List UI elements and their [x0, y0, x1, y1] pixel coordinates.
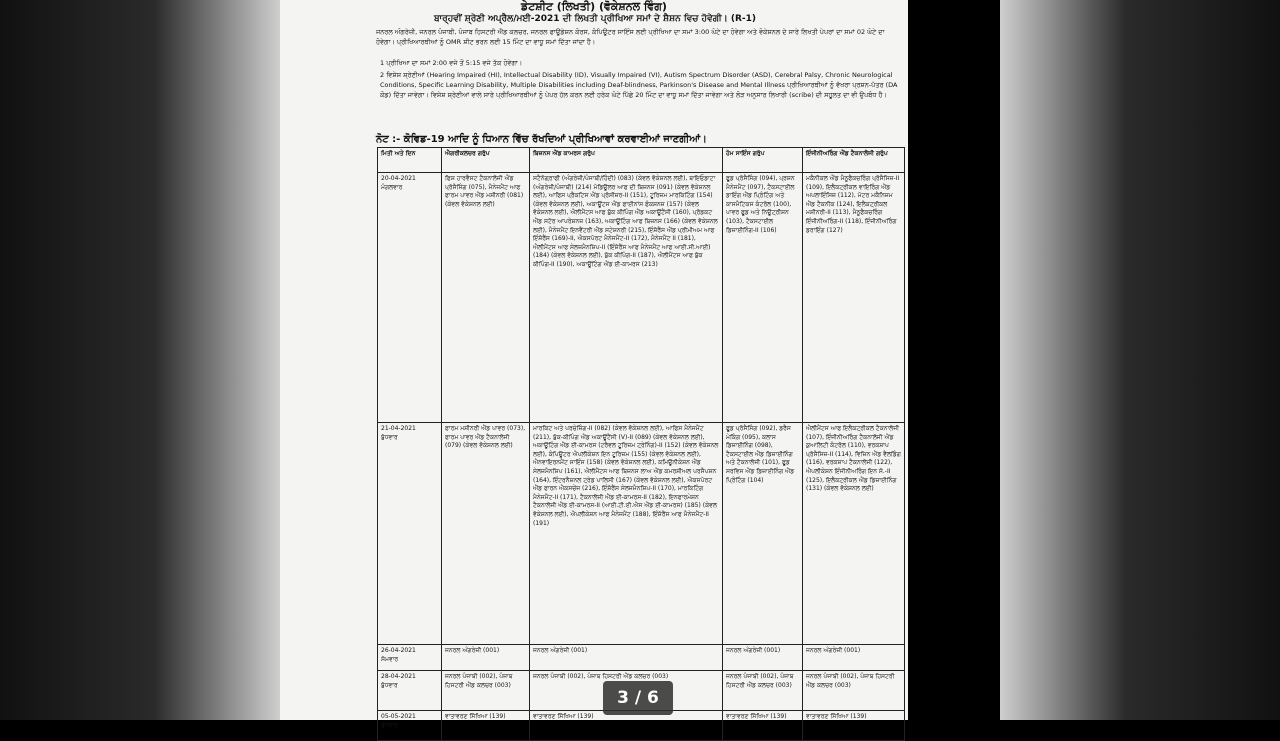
exam-day: ਬੁੱਧਵਾਰ	[381, 433, 398, 441]
date-cell	[378, 173, 442, 423]
business-cell: ਜਨਰਲ ਪੰਜਾਬੀ (002), ਪੰਜਾਬ ਹਿਸਟਰੀ ਐਂਡ ਕਲਚਰ (003)	[530, 671, 723, 711]
exam-day: ਬੁੱਧਵਾਰ	[381, 681, 398, 689]
agriculture-cell: ਫਿਸ਼ ਹਾਰਵੈਸਟ ਟੈਕਨਾਲੋਜੀ ਐਂਡ ਪ੍ਰੋਸੈਸਿੰਗ (075), ਮੈਨੇਜਮੈਂਟ ਆਫ ਫਾਰਮ ਪਾਵਰ ਐਂਡ ਮਸ਼ੀਨਰੀ (081) (ਕੇਵਲ ਵੋਕੇਸ਼ਨਲ ਲਈ)	[442, 173, 530, 423]
instruction-point-1: 1 ਪ੍ਰੀਖਿਆ ਦਾ ਸਮਾਂ 2:00 ਵਜੇ ਤੋਂ 5:15 ਵਜੇ ਤੱਕ ਹੋਵੇਗਾ।	[380, 59, 523, 67]
exam-date: 28-04-2021	[381, 673, 416, 680]
home-science-cell: ਜਨਰਲ ਅੰਗਰੇਜ਼ੀ (001)	[723, 645, 803, 671]
date-cell	[378, 645, 442, 671]
exam-date: 20-04-2021	[381, 175, 416, 182]
home-science-cell: ਜਨਰਲ ਪੰਜਾਬੀ (002), ਪੰਜਾਬ ਹਿਸਟਰੀ ਐਂਡ ਕਲਚਰ (003)	[723, 671, 803, 711]
home-science-cell: ਵਾਤਾਵਰਣ ਸਿੱਖਿਆ (139)	[723, 711, 803, 741]
datesheet-table	[377, 147, 905, 741]
table-row	[378, 711, 905, 741]
table-row	[378, 423, 905, 645]
exam-day: ਸੋਮਵਾਰ	[381, 655, 399, 663]
exam-day: ਮੰਗਲਵਾਰ	[381, 183, 403, 191]
exam-date: 26-04-2021	[381, 647, 416, 654]
agriculture-cell: ਜਨਰਲ ਅੰਗਰੇਜ਼ੀ (001)	[442, 645, 530, 671]
instruction-point-2: 2 ਵਿਸ਼ੇਸ਼ ਸ਼੍ਰੇਣੀਆਂ (Hearing Impaired (HI), Intellectual Disability (ID), Visually Impaired (VI), Autism Spectrum Disorder (ASD), Cerebral Palsy, Chronic Neurological Conditions, Specific Learning Disability, Multiple Disabilities including Deaf-blindness, Parkinson's Disease and Mental Illness ਪ੍ਰੀਖਿਆਰਥੀਆਂ ਨੂੰ ਵੱਖਰਾ ਪ੍ਰਸ਼ਨ-ਪੱਤਰ (DA ਕੋਡ) ਦਿੱਤਾ ਜਾਵੇਗਾ। ਵਿਸ਼ੇਸ਼ ਸ਼੍ਰੇਣੀਆਂ ਵਾਲੇ ਸਾਰੇ ਪ੍ਰੀਖਿਆਰਥੀਆਂ ਨੂੰ ਪੇਪਰ ਹੱਲ ਕਰਨ ਲਈ ਹਰੇਕ ਘੰਟੇ ਪਿੱਛੇ 20 ਮਿੰਟ ਦਾ ਵਾਧੂ ਸਮਾਂ ਦਿੱਤਾ ਜਾਵੇਗਾ ਅਤੇ ਲੋੜ ਅਨੁਸਾਰ ਲਿਖਾਰੀ (scribe) ਦੀ ਸਹੂਲਤ ਦਾ ਵੀ ਉਪਬੰਧ ਹੈ।	[380, 71, 898, 99]
left-blur-background	[0, 0, 280, 720]
home-science-cell: ਫੂਡ ਪ੍ਰੋਸੈਸਿੰਗ (092), ਡਰੈਸ ਮੇਕਿੰਗ (095), ਕਲਾਸ ਡਿਜ਼ਾਈਨਿੰਗ (098), ਟੈਕਸਟਾਈਲ ਐਂਡ ਡਿਜ਼ਾਈਨਿੰਗ ਅਤੇ ਟੈਕਨਾਲੋਜੀ (101), ਫੂਡ ਸਰਵਿਸ ਐਂਡ ਡਿਜ਼ਾਈਨਿੰਗ ਐਂਡ ਪ੍ਰਿੰਟਿੰਗ (104)	[723, 423, 803, 645]
document-intro-text: ਜਨਰਲ ਅੰਗਰੇਜ਼ੀ, ਜਨਰਲ ਪੰਜਾਬੀ, ਪੰਜਾਬ ਹਿਸਟਰੀ ਐਂਡ ਕਲਚਰ, ਜਨਰਲ ਫਾਊਂਡੇਸ਼ਨ ਕੋਰਸ, ਕੰਪਿਊਟਰ ਸਾਇੰਸ ਲਈ ਪ੍ਰੀਖਿਆ ਦਾ ਸਮਾਂ 3:00 ਘੰਟੇ ਦਾ ਹੋਵੇਗਾ ਅਤੇ ਵੋਕੇਸ਼ਨਲ ਦੇ ਸਾਰੇ ਲਿਖਤੀ ਪੇਪਰਾਂ ਦਾ ਸਮਾਂ 02 ਘੰਟੇ ਦਾ ਹੋਵੇਗਾ। ਪ੍ਰੀਖਿਆਰਥੀਆਂ ਨੂੰ OMR ਸ਼ੀਟ ਭਰਨ ਲਈ 15 ਮਿੰਟ ਦਾ ਵਾਧੂ ਸਮਾਂ ਦਿੱਤਾ ਜਾਂਦਾ ਹੈ।	[376, 28, 885, 46]
table-row	[378, 173, 905, 423]
date-cell	[378, 671, 442, 711]
header-home-science-group: ਹੋਮ ਸਾਇੰਸ ਗਰੁੱਪ	[723, 148, 803, 173]
covid-note: ਨੋਟ :- ਕੋਵਿਡ-19 ਆਦਿ ਨੂੰ ਧਿਆਨ ਵਿੱਚ ਰੱਖਦਿਆਂ ਪ੍ਰੀਖਿਆਵਾਂ ਕਰਵਾਈਆਂ ਜਾਣਗੀਆਂ।	[376, 134, 707, 145]
agriculture-cell: ਫਾਰਮ ਮਸ਼ੀਨਰੀ ਐਂਡ ਪਾਵਰ (073), ਫਾਰਮ ਪਾਵਰ ਐਂਡ ਟੈਕਨਾਲੋਜੀ (079) (ਕੇਵਲ ਵੋਕੇਸ਼ਨਲ ਲਈ)	[442, 423, 530, 645]
agriculture-cell: ਜਨਰਲ ਪੰਜਾਬੀ (002), ਪੰਜਾਬ ਹਿਸਟਰੀ ਐਂਡ ਕਲਚਰ (003)	[442, 671, 530, 711]
engineering-cell: ਜਨਰਲ ਪੰਜਾਬੀ (002), ਪੰਜਾਬ ਹਿਸਟਰੀ ਐਂਡ ਕਲਚਰ (003)	[803, 671, 905, 711]
engineering-cell: ਜਨਰਲ ਅੰਗਰੇਜ਼ੀ (001)	[803, 645, 905, 671]
header-agriculture-group: ਐਗਰੀਕਲਚਰ ਗਰੁੱਪ	[442, 148, 530, 173]
document-header-subtitle: ਬਾਰ੍ਹਵੀਂ ਸ਼੍ਰੇਣੀ ਅਪ੍ਰੈਲ/ਮਈ-2021 ਦੀ ਲਿਖਤੀ ਪ੍ਰੀਖਿਆ ਸਮਾਂ ਦੇ ਸ਼ੈਸ਼ਨ ਵਿਚ ਹੋਵੇਗੀ। (R-1)	[433, 14, 757, 24]
document-header-title: ਡੇਟਸ਼ੀਟ (ਲਿਖਤੀ) (ਵੋਕੇਸ਼ਨਲ ਵਿੰਗ)	[521, 0, 667, 13]
engineering-cell: ਐਲੀਮੈਂਟਸ ਆਫ ਇਲੈਕਟ੍ਰੀਕਲ ਟੈਕਨਾਲੋਜੀ (107), ਇੰਜੀਨੀਅਰਿੰਗ ਟੈਕਨਾਲੋਜੀ ਐਂਡ ਕੁਆਲਿਟੀ ਕੰਟਰੋਲ (110), ਵਰਕਸ਼ਾਪ ਪ੍ਰੋਸੈਸਿਜ਼-II (114), ਵਿਜ਼ਿਨ ਐਂਡ ਵੈਲਡਿੰਗ (116), ਵਰਕਸ਼ਾਪ ਟੈਕਨਾਲੋਜੀ (122), ਐਪਲੀਕੇਸ਼ਨ ਇੰਜੀਨੀਅਰਿੰਗ ਇਨ ਸੋ.-II (125), ਇਲੈਕਟ੍ਰੀਕਲ ਐਂਡ ਡਿਜ਼ਾਈਨਿੰਗ (131) (ਕੇਵਲ ਵੋਕੇਸ਼ਨਲ ਲਈ)	[803, 423, 905, 645]
right-blur-background	[1000, 0, 1280, 720]
home-science-cell: ਫੂਡ ਪ੍ਰੋਸੈਸਿੰਗ (094), ਪ੍ਰਸ਼ਨ ਮੈਨੇਜਮੈਂਟ (097), ਟੈਕਸਟਾਈਲ ਡਾਇੰਗ ਐਂਡ ਪ੍ਰਿੰਟਿੰਗ ਅਤੇ ਕਾਸਮੈਟਿਕਸ ਕੰਟਰੋਲ (100), ਪਾਵਰ ਫੂਡ ਅਤੇ ਨਿਊਟ੍ਰੀਸ਼ਨ (103), ਟੈਕਸਟਾਈਲ ਡਿਜ਼ਾਈਨਿੰਗ-II (106)	[723, 173, 803, 423]
table-header-row	[378, 148, 905, 173]
header-date-day: ਮਿਤੀ ਅਤੇ ਦਿਨ	[378, 148, 442, 173]
exam-date: 21-04-2021	[381, 425, 416, 432]
date-cell	[378, 423, 442, 645]
engineering-cell: ਮਕੈਨੀਕਲ ਐਂਡ ਮੈਨੂਫੈਕਚਰਿੰਗ ਪ੍ਰੋਸੈਸਿਜ਼-II (109), ਇਲੈਕਟ੍ਰੀਕਲ ਵਾਇਰਿੰਗ ਐਂਡ ਅਪਲਾਇੰਸਿਜ਼ (112), ਮੋਟਰ ਮਕੈਨਿਜ਼ਮ ਐਂਡ ਟੈਕਨੀਕ (124), ਇਲੈਕਟ੍ਰੀਕਲ ਮਸ਼ੀਨਰੀ-II (113), ਮੈਨੂਫੈਕਚਰਿੰਗ ਇੰਜੀਨੀਅਰਿੰਗ-II (118), ਇੰਜੀਨੀਅਰਿੰਗ ਡਰਾਇੰਗ (127)	[803, 173, 905, 423]
table-row	[378, 645, 905, 671]
business-cell: ਜਨਰਲ ਅੰਗਰੇਜ਼ੀ (001)	[530, 645, 723, 671]
exam-day: ਬੁੱਧਵਾਰ	[381, 721, 398, 729]
exam-date: 05-05-2021	[381, 713, 416, 720]
header-business-commerce-group: ਬਿਜ਼ਨਸ ਐਂਡ ਕਾਮਰਸ ਗਰੁੱਪ	[530, 148, 723, 173]
engineering-cell: ਵਾਤਾਵਰਣ ਸਿੱਖਿਆ (139)	[803, 711, 905, 741]
page-indicator[interactable]: 3 / 6	[603, 681, 673, 715]
agriculture-cell: ਵਾਤਾਵਰਣ ਸਿੱਖਿਆ (139)	[442, 711, 530, 741]
document-page	[280, 0, 908, 729]
header-engineering-technology-group: ਇੰਜੀਨੀਅਰਿੰਗ ਐਂਡ ਟੈਕਨਾਲੋਜੀ ਗਰੁੱਪ	[803, 148, 905, 173]
date-cell	[378, 711, 442, 741]
business-cell: ਮਾਰਕਿਟ ਅਤੇ ਪਰਚੇਜ਼ਿੰਗ-II (082) (ਕੇਵਲ ਵੋਕੇਸ਼ਨਲ ਲਈ), ਆਫਿਸ ਮੈਨੇਜਮੈਂਟ (211), ਬੁੱਕ-ਕੀਪਿੰਗ ਐਂਡ ਅਕਾਊਂਟੈਂਸੀ (V)-II (089) (ਕੇਵਲ ਵੋਕੇਸ਼ਨਲ ਲਈ), ਅਕਾਊਂਟਿੰਗ ਐਂਡ ਈ-ਕਾਮਰਸ (ਟਰੈਵਲ ਟੂਰਿਜ਼ਮ ਟ੍ਰੇਨਿੰਗ)-II (152) (ਕੇਵਲ ਵੋਕੇਸ਼ਨਲ ਲਈ), ਕੰਪਿਊਟਰ ਐਪਲੀਕੇਸ਼ਨ ਇਨ ਟੂਰਿਜ਼ਮ (155) (ਕੇਵਲ ਵੋਕੇਸ਼ਨਲ ਲਈ), ਐਨਵਾਇਰਨਮੈਂਟ ਸਾਇੰਸ (158) (ਕੇਵਲ ਵੋਕੇਸ਼ਨਲ ਲਈ), ਕਮਿਊਨੀਕੇਸ਼ਨ ਐਂਡ ਸੇਲਜ਼ਮੈਨਸ਼ਿਪ (161), ਐਲੀਮੈਂਟਸ ਆਫ ਬਿਜ਼ਨਸ ਲਾਅ ਐਂਡ ਕਮਰਸ਼ੀਅਲ ਪਰਸੈਪਸ਼ਨ (164), ਇੰਟਰਨੈਸ਼ਨਲ ਟ੍ਰੇਡ ਪਾਲਿਸੀ (167) (ਕੇਵਲ ਵੋਕੇਸ਼ਨਲ ਲਈ), ਐਕਸਪੋਰਟ ਐਂਡ ਫਾਰਨ ਐਕਸਚੇਂਜ (216), ਇੰਸ਼ੋਰੈਂਸ ਸੇਲਜ਼ਮੈਨਸ਼ਿਪ-II (170), ਮਾਰਕਿਟਿੰਗ ਮੈਨੇਜਮੈਂਟ-II (171), ਟੈਕਨਾਲੋਜੀ ਐਂਡ ਈ-ਕਾਮਰਸ-II (182), ਇਨਫਾਰਮੇਸ਼ਨ ਟੈਕਨਾਲੋਜੀ ਐਂਡ ਈ-ਕਾਮਰਸ-II (ਆਈ.ਟੀ.ਈ.ਐਸ ਐਂਡ ਈ-ਕਾਮਰਸ) (185) (ਕੇਵਲ ਵੋਕੇਸ਼ਨਲ ਲਈ), ਐਪਲੀਕੇਸ਼ਨ ਆਫ ਮੈਨੇਜਮੈਂਟ (188), ਇੰਸ਼ੋਰੈਂਸ ਆਫ ਮੈਨੇਜਮੈਂਟ-II (191)	[530, 423, 723, 645]
business-cell: ਵਾਤਾਵਰਣ ਸਿੱਖਿਆ (139)	[530, 711, 723, 741]
business-cell: ਸਟੈਨੋਗ੍ਰਾਫੀ (ਅੰਗਰੇਜ਼ੀ/ਪੰਜਾਬੀ/ਹਿੰਦੀ) (083) (ਕੇਵਲ ਵੋਕੇਸ਼ਨਲ ਲਈ), ਬਾਇਓਡਾਟਾ (ਅੰਗਰੇਜ਼ੀ/ਪੰਜਾਬੀ) (214) ਮੋਡਿਊਲਰ ਆਫ ਦੀ ਬਿਜ਼ਨਸ (091) (ਕੇਵਲ ਵੋਕੇਸ਼ਨਲ ਲਈ), ਆਫਿਸ ਪ੍ਰੈਕਟਿਸ ਐਂਡ ਪ੍ਰੋਸੀਜ਼ਰ-II (151), ਟੂਰਿਜ਼ਮ ਮਾਰਕਿਟਿੰਗ (154) (ਕੇਵਲ ਵੋਕੇਸ਼ਨਲ ਲਈ), ਅਕਾਊਂਟਸ ਐਂਡ ਫਾਈਨਾਂਸ ਫੰਕਸ਼ਨਜ਼ (157) (ਕੇਵਲ ਵੋਕੇਸ਼ਨਲ ਲਈ), ਐਲੀਮੈਂਟਸ ਆਫ ਬੁੱਕ ਕੀਪਿੰਗ ਐਂਡ ਅਕਾਊਂਟੈਂਸੀ (160), ਪ੍ਰੋਡਕਟ ਐਂਡ ਸਟੋਰ ਆਪਰੇਸ਼ਨਜ਼ (163), ਅਕਾਊਂਟਿੰਗ ਆਫ ਬਿਜ਼ਨਸ (166) (ਕੇਵਲ ਵੋਕੇਸ਼ਨਲ ਲਈ), ਮੈਨੇਜਮੈਂਟ ਇਨਵੈਂਟਰੀ ਐਂਡ ਸਟੇਸ਼ਨਰੀ (215), ਇੰਸ਼ੋਰੈਂਸ ਐਂਡ ਪ੍ਰੀਮੀਅਮ ਆਫ ਇੰਸ਼ੋਰੈਂਸ (169)-II, ਐਕਸਪੋਰਟ ਮੈਨੇਜਮੈਂਟ-II (172), ਮੈਨੇਜਮੈਂਟ II (181), ਐਲੀਮੈਂਟਸ ਆਫ ਸੇਲਜ਼ਮੈਨਸ਼ਿਪ-II (ਇੰਸ਼ੋਰੈਂਸ ਆਫ ਮੈਨੇਜਮੈਂਟ ਆਫ ਆਈ.ਸੀ.ਆਈ) (184) (ਕੇਵਲ ਵੋਕੇਸ਼ਨਲ ਲਈ), ਬੁੱਕ ਕੀਪਿੰਗ-II (187), ਐਲੀਮੈਂਟਸ ਆਫ ਬੁੱਕ ਕੀਪਿੰਗ-II (190), ਅਕਾਊਂਟਿੰਗ ਐਂਡ ਈ-ਕਾਮਰਸ (213)	[530, 173, 723, 423]
